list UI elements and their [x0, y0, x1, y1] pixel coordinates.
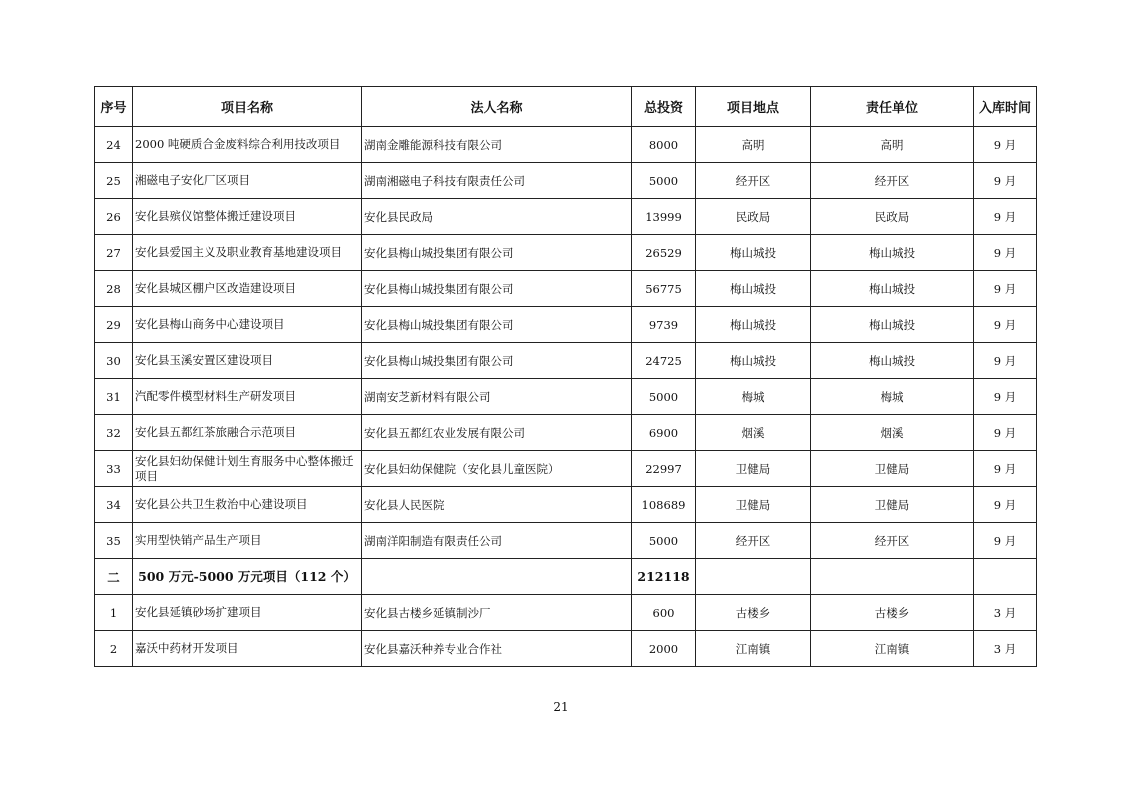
- cell-responsible-unit: 经开区: [811, 163, 974, 199]
- cell-entry-time: 9 月: [974, 127, 1037, 163]
- section-row: [95, 559, 1037, 595]
- cell-entry-time: 9 月: [974, 451, 1037, 487]
- cell-legal-entity: 安化县梅山城投集团有限公司: [362, 235, 632, 271]
- cell-responsible-unit: 古楼乡: [811, 595, 974, 631]
- cell-investment: 600: [632, 595, 696, 631]
- cell-entry-time: 3 月: [974, 595, 1037, 631]
- cell-seq: 31: [95, 379, 133, 415]
- cell-location: 经开区: [696, 163, 811, 199]
- cell-investment: 26529: [632, 235, 696, 271]
- cell-seq: 26: [95, 199, 133, 235]
- cell-entry-time: 9 月: [974, 379, 1037, 415]
- table-row: [95, 595, 1037, 631]
- cell-responsible-unit: 梅山城投: [811, 235, 974, 271]
- cell-entry-time: 9 月: [974, 415, 1037, 451]
- cell-legal-entity: 安化县古楼乡延镇制沙厂: [362, 595, 632, 631]
- cell-project-name: 2000 吨硬质合金废料综合利用技改项目: [133, 127, 362, 163]
- table-row: [95, 163, 1037, 199]
- table-header-row: [95, 87, 1037, 127]
- table-row: [95, 235, 1037, 271]
- header-entry-time: 入库时间: [974, 87, 1037, 127]
- cell-responsible-unit: 梅山城投: [811, 307, 974, 343]
- cell-investment: 9739: [632, 307, 696, 343]
- header-seq: 序号: [95, 87, 133, 127]
- table-row: [95, 199, 1037, 235]
- cell-investment: 22997: [632, 451, 696, 487]
- cell-project-name: 安化县爱国主义及职业教育基地建设项目: [133, 235, 362, 271]
- cell-entry-time: 3 月: [974, 631, 1037, 667]
- cell-investment: 5000: [632, 163, 696, 199]
- cell-project-name: 安化县城区棚户区改造建设项目: [133, 271, 362, 307]
- cell-legal-entity: 安化县梅山城投集团有限公司: [362, 271, 632, 307]
- section-empty-cell: [974, 559, 1037, 595]
- cell-location: 高明: [696, 127, 811, 163]
- cell-legal-entity: 安化县妇幼保健院（安化县儿童医院）: [362, 451, 632, 487]
- cell-seq: 34: [95, 487, 133, 523]
- cell-entry-time: 9 月: [974, 199, 1037, 235]
- table-row: [95, 127, 1037, 163]
- cell-location: 梅城: [696, 379, 811, 415]
- cell-responsible-unit: 梅城: [811, 379, 974, 415]
- cell-entry-time: 9 月: [974, 487, 1037, 523]
- cell-investment: 108689: [632, 487, 696, 523]
- cell-project-name: 安化县五都红茶旅融合示范项目: [133, 415, 362, 451]
- cell-responsible-unit: 卫健局: [811, 487, 974, 523]
- cell-seq: 33: [95, 451, 133, 487]
- cell-location: 梅山城投: [696, 343, 811, 379]
- cell-responsible-unit: 烟溪: [811, 415, 974, 451]
- section-investment: 212118: [632, 559, 696, 595]
- cell-project-name: 安化县公共卫生救治中心建设项目: [133, 487, 362, 523]
- cell-location: 梅山城投: [696, 307, 811, 343]
- cell-location: 卫健局: [696, 487, 811, 523]
- cell-investment: 5000: [632, 523, 696, 559]
- page-number: 21: [553, 700, 569, 714]
- cell-project-name: 嘉沃中药材开发项目: [133, 631, 362, 667]
- cell-investment: 8000: [632, 127, 696, 163]
- cell-entry-time: 9 月: [974, 343, 1037, 379]
- cell-project-name: 安化县玉溪安置区建设项目: [133, 343, 362, 379]
- header-project-location: 项目地点: [696, 87, 811, 127]
- cell-entry-time: 9 月: [974, 271, 1037, 307]
- cell-legal-entity: 安化县梅山城投集团有限公司: [362, 343, 632, 379]
- cell-responsible-unit: 经开区: [811, 523, 974, 559]
- table-row: [95, 271, 1037, 307]
- cell-legal-entity: 安化县梅山城投集团有限公司: [362, 307, 632, 343]
- cell-entry-time: 9 月: [974, 235, 1037, 271]
- cell-responsible-unit: 高明: [811, 127, 974, 163]
- section-empty-cell: [696, 559, 811, 595]
- project-table: [94, 86, 1037, 667]
- cell-legal-entity: 安化县民政局: [362, 199, 632, 235]
- cell-investment: 6900: [632, 415, 696, 451]
- cell-seq: 35: [95, 523, 133, 559]
- cell-project-name: 湘磁电子安化厂区项目: [133, 163, 362, 199]
- cell-seq: 30: [95, 343, 133, 379]
- cell-seq: 27: [95, 235, 133, 271]
- cell-project-name: 安化县梅山商务中心建设项目: [133, 307, 362, 343]
- cell-legal-entity: 湖南湘磁电子科技有限责任公司: [362, 163, 632, 199]
- cell-project-name: 安化县妇幼保健计划生育服务中心整体搬迁项目: [133, 451, 362, 487]
- cell-legal-entity: 湖南金雕能源科技有限公司: [362, 127, 632, 163]
- cell-location: 江南镇: [696, 631, 811, 667]
- header-total-investment: 总投资: [632, 87, 696, 127]
- cell-entry-time: 9 月: [974, 163, 1037, 199]
- cell-project-name: 实用型快销产品生产项目: [133, 523, 362, 559]
- cell-location: 梅山城投: [696, 235, 811, 271]
- table-row: [95, 307, 1037, 343]
- header-legal-entity: 法人名称: [362, 87, 632, 127]
- table-row: [95, 379, 1037, 415]
- cell-legal-entity: 安化县人民医院: [362, 487, 632, 523]
- cell-investment: 13999: [632, 199, 696, 235]
- cell-seq: 1: [95, 595, 133, 631]
- cell-legal-entity: 安化县嘉沃种养专业合作社: [362, 631, 632, 667]
- cell-project-name: 安化县延镇砂场扩建项目: [133, 595, 362, 631]
- cell-entry-time: 9 月: [974, 523, 1037, 559]
- cell-seq: 29: [95, 307, 133, 343]
- cell-location: 梅山城投: [696, 271, 811, 307]
- table-row: [95, 451, 1037, 487]
- section-title: 500 万元-5000 万元项目（112 个）: [133, 559, 362, 595]
- cell-location: 烟溪: [696, 415, 811, 451]
- header-responsible-unit: 责任单位: [811, 87, 974, 127]
- cell-investment: 5000: [632, 379, 696, 415]
- cell-responsible-unit: 卫健局: [811, 451, 974, 487]
- table-row: [95, 487, 1037, 523]
- cell-location: 经开区: [696, 523, 811, 559]
- cell-location: 卫健局: [696, 451, 811, 487]
- cell-legal-entity: 湖南安芝新材料有限公司: [362, 379, 632, 415]
- cell-location: 古楼乡: [696, 595, 811, 631]
- cell-entry-time: 9 月: [974, 307, 1037, 343]
- cell-seq: 32: [95, 415, 133, 451]
- cell-seq: 24: [95, 127, 133, 163]
- cell-responsible-unit: 梅山城投: [811, 271, 974, 307]
- cell-investment: 2000: [632, 631, 696, 667]
- cell-responsible-unit: 梅山城投: [811, 343, 974, 379]
- cell-responsible-unit: 民政局: [811, 199, 974, 235]
- section-empty-cell: [811, 559, 974, 595]
- table-row: [95, 415, 1037, 451]
- cell-investment: 24725: [632, 343, 696, 379]
- cell-location: 民政局: [696, 199, 811, 235]
- cell-legal-entity: 湖南洋阳制造有限责任公司: [362, 523, 632, 559]
- section-seq: 二: [95, 559, 133, 595]
- table-row: [95, 631, 1037, 667]
- cell-responsible-unit: 江南镇: [811, 631, 974, 667]
- cell-seq: 2: [95, 631, 133, 667]
- cell-project-name: 安化县殡仪馆整体搬迁建设项目: [133, 199, 362, 235]
- section-empty-cell: [362, 559, 632, 595]
- table-row: [95, 523, 1037, 559]
- cell-investment: 56775: [632, 271, 696, 307]
- cell-project-name: 汽配零件模型材料生产研发项目: [133, 379, 362, 415]
- cell-seq: 25: [95, 163, 133, 199]
- cell-legal-entity: 安化县五都红农业发展有限公司: [362, 415, 632, 451]
- table-row: [95, 343, 1037, 379]
- header-project-name: 项目名称: [133, 87, 362, 127]
- cell-seq: 28: [95, 271, 133, 307]
